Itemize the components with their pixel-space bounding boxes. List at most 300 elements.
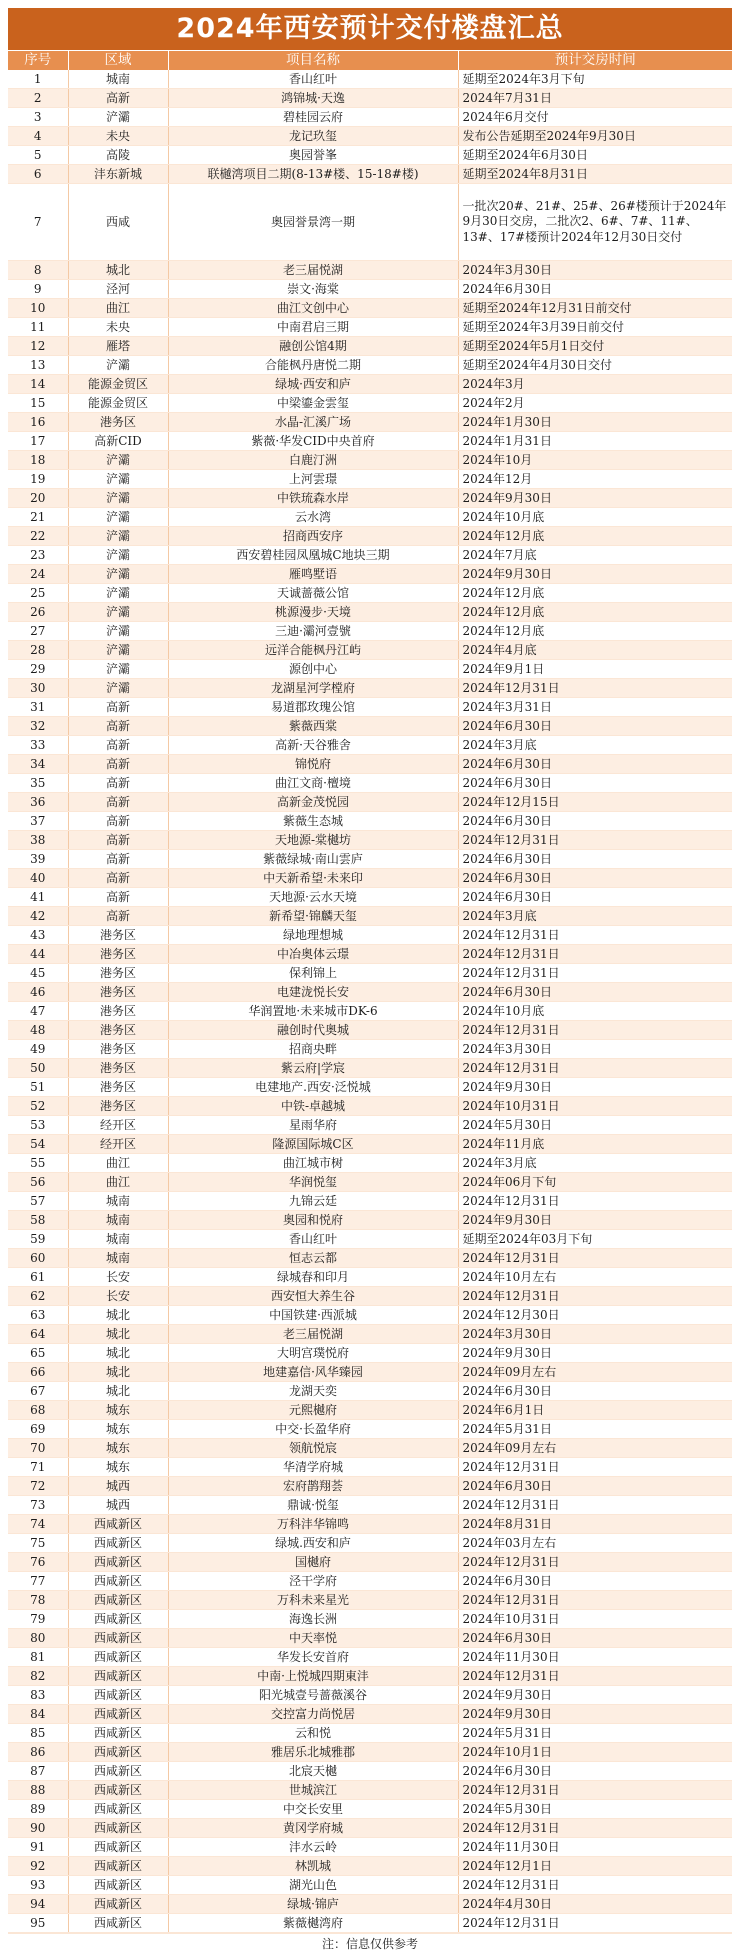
cell-project-name: 中天新希望·未来印 (168, 869, 458, 888)
table-row (8, 1230, 732, 1249)
table-row (8, 831, 732, 850)
cell-project-name: 香山红叶 (168, 1230, 458, 1249)
cell-project-name: 奥园和悦府 (168, 1211, 458, 1230)
cell-index: 78 (8, 1591, 68, 1610)
cell-project-name: 华清学府城 (168, 1458, 458, 1477)
cell-project-name: 华润置地·未来城市DK-6 (168, 1002, 458, 1021)
cell-project-name: 联樾湾项目二期(8-13#楼、15-18#楼) (168, 165, 458, 184)
cell-index: 67 (8, 1382, 68, 1401)
cell-district: 港务区 (68, 1002, 168, 1021)
cell-district: 沣东新城 (68, 165, 168, 184)
cell-index: 3 (8, 108, 68, 127)
cell-project-name: 紫云府|学宸 (168, 1059, 458, 1078)
cell-district: 城西 (68, 1477, 168, 1496)
cell-delivery-time: 2024年6月30日 (458, 983, 732, 1002)
cell-delivery-time: 2024年10月31日 (458, 1610, 732, 1629)
cell-delivery-time: 延期至2024年5月1日交付 (458, 337, 732, 356)
cell-project-name: 易道郡玫瑰公馆 (168, 698, 458, 717)
cell-delivery-time: 2024年5月31日 (458, 1420, 732, 1439)
table-row (8, 660, 732, 679)
cell-project-name: 三迪·灞河壹號 (168, 622, 458, 641)
table-row (8, 1705, 732, 1724)
header-index: 序号 (8, 51, 68, 70)
table-row (8, 1173, 732, 1192)
cell-district: 西咸新区 (68, 1648, 168, 1667)
cell-district: 经开区 (68, 1116, 168, 1135)
cell-index: 5 (8, 146, 68, 165)
cell-project-name: 融创公馆4期 (168, 337, 458, 356)
cell-district: 高新 (68, 831, 168, 850)
table-row (8, 869, 732, 888)
cell-project-name: 鸿锦城·天逸 (168, 89, 458, 108)
cell-index: 39 (8, 850, 68, 869)
cell-delivery-time: 2024年3月 (458, 375, 732, 394)
cell-project-name: 星雨华府 (168, 1116, 458, 1135)
cell-project-name: 华发长安首府 (168, 1648, 458, 1667)
cell-index: 91 (8, 1838, 68, 1857)
cell-district: 西咸新区 (68, 1800, 168, 1819)
cell-project-name: 电建地产.西安·泛悦城 (168, 1078, 458, 1097)
table-row (8, 375, 732, 394)
cell-district: 西咸新区 (68, 1724, 168, 1743)
cell-district: 浐灞 (68, 679, 168, 698)
cell-project-name: 绿地理想城 (168, 926, 458, 945)
cell-district: 城北 (68, 1325, 168, 1344)
cell-project-name: 林凯城 (168, 1857, 458, 1876)
cell-district: 浐灞 (68, 508, 168, 527)
project-table (8, 51, 732, 1933)
cell-delivery-time: 2024年3月30日 (458, 261, 732, 280)
cell-index: 28 (8, 641, 68, 660)
cell-index: 38 (8, 831, 68, 850)
cell-index: 74 (8, 1515, 68, 1534)
cell-district: 西咸新区 (68, 1553, 168, 1572)
cell-delivery-time: 2024年9月30日 (458, 1078, 732, 1097)
table-row (8, 127, 732, 146)
table-row (8, 1477, 732, 1496)
cell-project-name: 恒志云都 (168, 1249, 458, 1268)
cell-project-name: 云水湾 (168, 508, 458, 527)
cell-project-name: 隆源国际城C区 (168, 1135, 458, 1154)
cell-project-name: 曲江文商·檀境 (168, 774, 458, 793)
cell-project-name: 西安碧桂园凤凰城C地块三期 (168, 546, 458, 565)
cell-project-name: 桃源漫步·天境 (168, 603, 458, 622)
cell-district: 高新 (68, 812, 168, 831)
cell-index: 48 (8, 1021, 68, 1040)
table-row (8, 584, 732, 603)
cell-index: 4 (8, 127, 68, 146)
table-row (8, 1097, 732, 1116)
table-row (8, 89, 732, 108)
cell-district: 城南 (68, 1230, 168, 1249)
cell-delivery-time: 2024年6月30日 (458, 755, 732, 774)
cell-district: 高新 (68, 793, 168, 812)
cell-index: 88 (8, 1781, 68, 1800)
cell-delivery-time: 延期至2024年6月30日 (458, 146, 732, 165)
table-row (8, 1458, 732, 1477)
table-row (8, 1800, 732, 1819)
cell-project-name: 世城滨江 (168, 1781, 458, 1800)
cell-index: 75 (8, 1534, 68, 1553)
cell-delivery-time: 2024年12月31日 (458, 1458, 732, 1477)
table-row (8, 546, 732, 565)
table-row (8, 565, 732, 584)
cell-delivery-time: 2024年06月下旬 (458, 1173, 732, 1192)
cell-index: 72 (8, 1477, 68, 1496)
cell-index: 30 (8, 679, 68, 698)
cell-project-name: 中梁鎏金雲玺 (168, 394, 458, 413)
cell-project-name: 高新·天谷雅舍 (168, 736, 458, 755)
cell-index: 23 (8, 546, 68, 565)
table-row (8, 1572, 732, 1591)
cell-district: 高新 (68, 888, 168, 907)
cell-delivery-time: 2024年03月左右 (458, 1534, 732, 1553)
cell-index: 15 (8, 394, 68, 413)
cell-district: 西咸新区 (68, 1572, 168, 1591)
cell-project-name: 合能枫丹唐悦二期 (168, 356, 458, 375)
cell-project-name: 绿城春和印月 (168, 1268, 458, 1287)
cell-project-name: 紫薇生态城 (168, 812, 458, 831)
cell-index: 22 (8, 527, 68, 546)
cell-district: 西咸新区 (68, 1610, 168, 1629)
table-row (8, 1135, 732, 1154)
cell-district: 西咸新区 (68, 1686, 168, 1705)
cell-district: 港务区 (68, 926, 168, 945)
cell-project-name: 保利锦上 (168, 964, 458, 983)
cell-index: 58 (8, 1211, 68, 1230)
table-row (8, 850, 732, 869)
cell-index: 12 (8, 337, 68, 356)
cell-district: 西咸新区 (68, 1705, 168, 1724)
cell-district: 高新 (68, 698, 168, 717)
cell-index: 17 (8, 432, 68, 451)
table-row (8, 508, 732, 527)
cell-project-name: 雅居乐北城雅郡 (168, 1743, 458, 1762)
cell-district: 城南 (68, 70, 168, 89)
cell-district: 浐灞 (68, 527, 168, 546)
cell-delivery-time: 2024年12月底 (458, 527, 732, 546)
table-row (8, 1268, 732, 1287)
footnote: 注：信息仅供参考 (8, 1933, 732, 1954)
cell-district: 城东 (68, 1439, 168, 1458)
table-row (8, 470, 732, 489)
cell-district: 高新 (68, 736, 168, 755)
cell-project-name: 中南·上悦城四期東沣 (168, 1667, 458, 1686)
cell-project-name: 万科未来星光 (168, 1591, 458, 1610)
cell-district: 西咸新区 (68, 1515, 168, 1534)
cell-district: 浐灞 (68, 565, 168, 584)
cell-index: 20 (8, 489, 68, 508)
table-row (8, 1496, 732, 1515)
cell-project-name: 水晶-汇溪广场 (168, 413, 458, 432)
cell-delivery-time: 2024年4月30日 (458, 1895, 732, 1914)
cell-index: 7 (8, 184, 68, 261)
table-row (8, 1325, 732, 1344)
cell-project-name: 招商央畔 (168, 1040, 458, 1059)
cell-index: 19 (8, 470, 68, 489)
header-project-name: 项目名称 (168, 51, 458, 70)
cell-delivery-time: 2024年12月31日 (458, 1819, 732, 1838)
cell-district: 经开区 (68, 1135, 168, 1154)
cell-index: 80 (8, 1629, 68, 1648)
cell-project-name: 中铁琉森水岸 (168, 489, 458, 508)
cell-project-name: 北宸天樾 (168, 1762, 458, 1781)
cell-delivery-time: 2024年6月30日 (458, 1572, 732, 1591)
cell-index: 44 (8, 945, 68, 964)
table-row (8, 108, 732, 127)
cell-project-name: 上河雲璟 (168, 470, 458, 489)
cell-index: 14 (8, 375, 68, 394)
cell-delivery-time: 延期至2024年03月下旬 (458, 1230, 732, 1249)
cell-district: 港务区 (68, 1040, 168, 1059)
cell-index: 66 (8, 1363, 68, 1382)
cell-delivery-time: 延期至2024年4月30日交付 (458, 356, 732, 375)
sheet-title: 2024年西安预计交付楼盘汇总 (8, 8, 732, 51)
cell-delivery-time: 2024年12月31日 (458, 1781, 732, 1800)
cell-project-name: 宏府鹊翔荟 (168, 1477, 458, 1496)
table-row (8, 1040, 732, 1059)
cell-index: 37 (8, 812, 68, 831)
cell-delivery-time: 2024年6月30日 (458, 280, 732, 299)
cell-project-name: 崇文·海棠 (168, 280, 458, 299)
cell-index: 34 (8, 755, 68, 774)
cell-delivery-time: 2024年9月1日 (458, 660, 732, 679)
cell-project-name: 白鹿汀洲 (168, 451, 458, 470)
cell-district: 西咸新区 (68, 1629, 168, 1648)
table-row (8, 907, 732, 926)
cell-district: 高新CID (68, 432, 168, 451)
table-row (8, 793, 732, 812)
cell-index: 43 (8, 926, 68, 945)
cell-delivery-time: 2024年10月左右 (458, 1268, 732, 1287)
cell-district: 西咸 (68, 184, 168, 261)
cell-project-name: 地建嘉信·风华臻园 (168, 1363, 458, 1382)
table-row (8, 641, 732, 660)
cell-district: 西咸新区 (68, 1743, 168, 1762)
cell-index: 65 (8, 1344, 68, 1363)
cell-index: 63 (8, 1306, 68, 1325)
cell-index: 93 (8, 1876, 68, 1895)
cell-project-name: 国樾府 (168, 1553, 458, 1572)
cell-index: 2 (8, 89, 68, 108)
cell-delivery-time: 2024年12月31日 (458, 1192, 732, 1211)
cell-index: 35 (8, 774, 68, 793)
cell-index: 40 (8, 869, 68, 888)
cell-district: 港务区 (68, 1059, 168, 1078)
table-row (8, 945, 732, 964)
table-body (8, 70, 732, 1933)
table-row (8, 1610, 732, 1629)
cell-district: 西咸新区 (68, 1819, 168, 1838)
table-row (8, 1078, 732, 1097)
table-row (8, 1211, 732, 1230)
table-row (8, 394, 732, 413)
header-delivery-time: 预计交房时间 (458, 51, 732, 70)
cell-delivery-time: 2024年12月31日 (458, 964, 732, 983)
cell-delivery-time: 2024年09月左右 (458, 1363, 732, 1382)
cell-delivery-time: 2024年12月31日 (458, 1553, 732, 1572)
cell-delivery-time: 2024年9月30日 (458, 1211, 732, 1230)
cell-district: 浐灞 (68, 603, 168, 622)
cell-index: 21 (8, 508, 68, 527)
cell-index: 32 (8, 717, 68, 736)
table-row (8, 1306, 732, 1325)
cell-district: 西咸新区 (68, 1534, 168, 1553)
table-row (8, 70, 732, 89)
cell-delivery-time: 2024年3月30日 (458, 1325, 732, 1344)
table-row (8, 1667, 732, 1686)
cell-project-name: 大明宫璞悦府 (168, 1344, 458, 1363)
cell-project-name: 绿城·锦庐 (168, 1895, 458, 1914)
cell-district: 高新 (68, 89, 168, 108)
cell-index: 11 (8, 318, 68, 337)
cell-district: 浐灞 (68, 489, 168, 508)
table-row (8, 1002, 732, 1021)
cell-district: 高新 (68, 774, 168, 793)
table-row (8, 774, 732, 793)
cell-district: 城南 (68, 1211, 168, 1230)
cell-index: 42 (8, 907, 68, 926)
cell-project-name: 老三届悦湖 (168, 261, 458, 280)
cell-delivery-time: 2024年6月30日 (458, 850, 732, 869)
table-row (8, 337, 732, 356)
cell-district: 港务区 (68, 945, 168, 964)
cell-district: 未央 (68, 127, 168, 146)
table-row (8, 280, 732, 299)
cell-index: 92 (8, 1857, 68, 1876)
cell-project-name: 远洋合能枫丹江屿 (168, 641, 458, 660)
cell-delivery-time: 2024年12月31日 (458, 679, 732, 698)
cell-delivery-time: 2024年10月1日 (458, 1743, 732, 1762)
table-row (8, 1154, 732, 1173)
table-row (8, 451, 732, 470)
cell-district: 浐灞 (68, 108, 168, 127)
header-district: 区域 (68, 51, 168, 70)
cell-index: 87 (8, 1762, 68, 1781)
cell-index: 18 (8, 451, 68, 470)
cell-district: 港务区 (68, 413, 168, 432)
table-row (8, 1857, 732, 1876)
cell-project-name: 招商西安序 (168, 527, 458, 546)
table-row (8, 1344, 732, 1363)
cell-project-name: 阳光城壹号蔷薇溪谷 (168, 1686, 458, 1705)
cell-project-name: 中冶奥体云璟 (168, 945, 458, 964)
cell-project-name: 万科沣华锦鸣 (168, 1515, 458, 1534)
cell-project-name: 泾干学府 (168, 1572, 458, 1591)
cell-delivery-time: 2024年6月30日 (458, 812, 732, 831)
cell-delivery-time: 2024年6月30日 (458, 888, 732, 907)
cell-project-name: 天地源·云水天境 (168, 888, 458, 907)
cell-project-name: 香山红叶 (168, 70, 458, 89)
cell-district: 西咸新区 (68, 1838, 168, 1857)
table-row (8, 1743, 732, 1762)
cell-district: 高新 (68, 717, 168, 736)
cell-district: 港务区 (68, 983, 168, 1002)
cell-delivery-time: 2024年12月31日 (458, 1667, 732, 1686)
cell-index: 76 (8, 1553, 68, 1572)
cell-index: 41 (8, 888, 68, 907)
cell-delivery-time: 2024年10月底 (458, 1002, 732, 1021)
table-row (8, 1591, 732, 1610)
cell-delivery-time: 2024年3月底 (458, 1154, 732, 1173)
cell-delivery-time: 2024年6月1日 (458, 1401, 732, 1420)
cell-district: 西咸新区 (68, 1895, 168, 1914)
cell-district: 浐灞 (68, 622, 168, 641)
cell-district: 高新 (68, 869, 168, 888)
cell-delivery-time: 2024年11月30日 (458, 1648, 732, 1667)
cell-project-name: 中交·长盈华府 (168, 1420, 458, 1439)
table-row (8, 1382, 732, 1401)
cell-district: 城南 (68, 1192, 168, 1211)
cell-project-name: 曲江城市树 (168, 1154, 458, 1173)
cell-delivery-time: 2024年6月30日 (458, 869, 732, 888)
table-row (8, 1515, 732, 1534)
cell-delivery-time: 延期至2024年8月31日 (458, 165, 732, 184)
cell-index: 6 (8, 165, 68, 184)
table-row (8, 1629, 732, 1648)
cell-district: 未央 (68, 318, 168, 337)
table-row (8, 603, 732, 622)
cell-delivery-time: 2024年9月30日 (458, 1705, 732, 1724)
cell-index: 84 (8, 1705, 68, 1724)
cell-project-name: 高新金茂悦园 (168, 793, 458, 812)
cell-delivery-time: 延期至2024年12月31日前交付 (458, 299, 732, 318)
cell-index: 31 (8, 698, 68, 717)
table-row (8, 1116, 732, 1135)
cell-district: 港务区 (68, 1021, 168, 1040)
cell-district: 城北 (68, 1344, 168, 1363)
cell-delivery-time: 2024年6月30日 (458, 1762, 732, 1781)
cell-district: 浐灞 (68, 546, 168, 565)
cell-index: 33 (8, 736, 68, 755)
cell-delivery-time: 2024年6月30日 (458, 1382, 732, 1401)
table-row (8, 1838, 732, 1857)
cell-delivery-time: 2024年6月30日 (458, 1477, 732, 1496)
cell-delivery-time: 2024年3月31日 (458, 698, 732, 717)
cell-delivery-time: 2024年10月 (458, 451, 732, 470)
cell-project-name: 交控富力尚悦居 (168, 1705, 458, 1724)
table-row (8, 1876, 732, 1895)
cell-project-name: 老三届悦湖 (168, 1325, 458, 1344)
cell-district: 西咸新区 (68, 1762, 168, 1781)
table-row (8, 755, 732, 774)
cell-district: 曲江 (68, 299, 168, 318)
cell-index: 69 (8, 1420, 68, 1439)
cell-project-name: 电建泷悦长安 (168, 983, 458, 1002)
table-row (8, 184, 732, 261)
cell-district: 雁塔 (68, 337, 168, 356)
table-row (8, 489, 732, 508)
cell-index: 16 (8, 413, 68, 432)
table-row (8, 1059, 732, 1078)
table-row (8, 1686, 732, 1705)
cell-project-name: 海逸长洲 (168, 1610, 458, 1629)
cell-district: 浐灞 (68, 584, 168, 603)
cell-project-name: 中铁-卓越城 (168, 1097, 458, 1116)
cell-delivery-time: 2024年12月31日 (458, 831, 732, 850)
cell-district: 港务区 (68, 964, 168, 983)
cell-index: 57 (8, 1192, 68, 1211)
table-row (8, 413, 732, 432)
cell-district: 长安 (68, 1287, 168, 1306)
table-row (8, 1648, 732, 1667)
cell-delivery-time: 2024年12月31日 (458, 1591, 732, 1610)
cell-delivery-time: 2024年12月 (458, 470, 732, 489)
table-row (8, 1914, 732, 1933)
cell-project-name: 华润悦玺 (168, 1173, 458, 1192)
cell-project-name: 锦悦府 (168, 755, 458, 774)
cell-project-name: 领航悦宸 (168, 1439, 458, 1458)
